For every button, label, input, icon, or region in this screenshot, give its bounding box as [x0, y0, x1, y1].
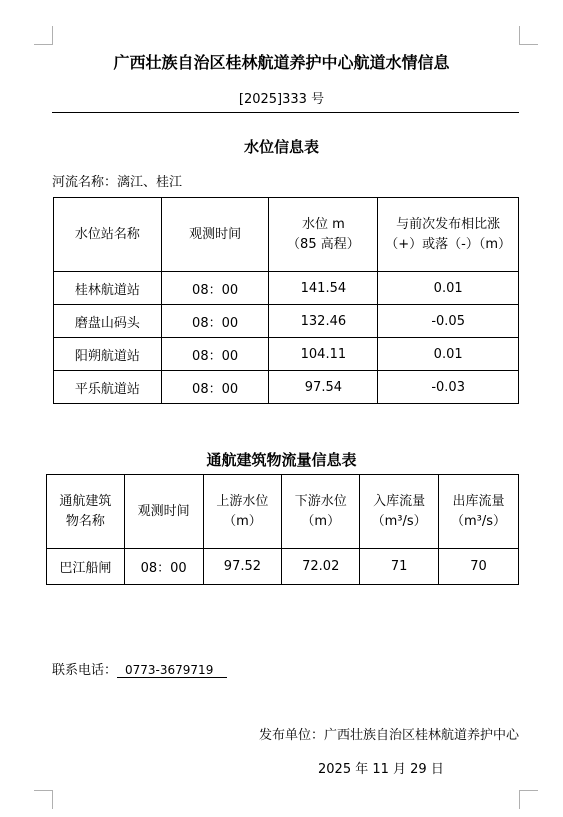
- flow-table-title: 通航建筑物流量信息表: [206, 451, 357, 469]
- header-structure-name: [47, 475, 125, 549]
- header-upstream-line1: 上游水位: [216, 493, 269, 509]
- table-header-row: [47, 475, 519, 549]
- table-row: [47, 549, 519, 585]
- water-level-table: [53, 197, 519, 404]
- table-row: [54, 338, 519, 371]
- flow-table: [46, 474, 519, 585]
- observation-time: 08：00: [161, 371, 269, 404]
- header-change-line1: 与前次发布相比涨: [396, 216, 501, 232]
- water-level: 104.11: [269, 338, 378, 371]
- header-change-line2: （+）或落（-）（m）: [385, 236, 512, 252]
- structure-name: 巴江船闸: [47, 549, 125, 585]
- header-downstream-line1: 下游水位: [294, 493, 347, 509]
- header-inflow-line2: （m³/s）: [371, 513, 427, 529]
- header-outflow: [439, 475, 519, 549]
- header-outflow-line2: （m³/s）: [451, 513, 507, 529]
- header-outflow-line1: 出库流量: [452, 493, 505, 509]
- crop-mark-top-right: [519, 26, 538, 45]
- station-name: 桂林航道站: [54, 272, 162, 305]
- observation-time: 08：00: [161, 272, 269, 305]
- downstream-level: 72.02: [282, 549, 360, 585]
- level-change: -0.03: [378, 371, 519, 404]
- crop-mark-bottom-left: [34, 790, 53, 809]
- header-upstream-line2: （m）: [223, 513, 262, 529]
- header-inflow: [360, 475, 439, 549]
- header-upstream-level: [203, 475, 282, 549]
- header-level-line1: 水位 m: [301, 216, 345, 232]
- level-change: -0.05: [378, 305, 519, 338]
- level-change: 0.01: [378, 272, 519, 305]
- outflow: 70: [439, 549, 519, 585]
- water-level-table-title: 水位信息表: [243, 138, 319, 156]
- document-title: 广西壮族自治区桂林航道养护中心航道水情信息: [113, 53, 450, 72]
- header-change: [378, 198, 519, 272]
- header-time: 观测时间: [161, 198, 269, 272]
- level-change: 0.01: [378, 338, 519, 371]
- contact-phone: 0773-3679719: [117, 663, 227, 678]
- header-level: [269, 198, 378, 272]
- water-level: 132.46: [269, 305, 378, 338]
- table-row: [54, 371, 519, 404]
- header-divider: [52, 112, 519, 113]
- header-structure-name-line1: 通航建筑: [59, 493, 112, 509]
- header-level-line2: （85 高程）: [287, 236, 360, 252]
- contact-label: 联系电话：: [52, 663, 118, 678]
- observation-time: 08：00: [161, 338, 269, 371]
- upstream-level: 97.52: [203, 549, 282, 585]
- inflow: 71: [360, 549, 439, 585]
- table-header-row: [54, 198, 519, 272]
- observation-time: 08：00: [124, 549, 203, 585]
- header-time: 观测时间: [124, 475, 203, 549]
- header-downstream-level: [282, 475, 360, 549]
- publish-date: 2025 年 11 月 29 日: [318, 762, 444, 777]
- publisher: 发布单位：广西壮族自治区桂林航道养护中心: [258, 728, 519, 743]
- station-name: 平乐航道站: [54, 371, 162, 404]
- header-inflow-line1: 入库流量: [373, 493, 426, 509]
- crop-mark-top-left: [34, 26, 53, 45]
- station-name: 阳朔航道站: [54, 338, 162, 371]
- table-row: [54, 272, 519, 305]
- document-number: [2025]333 号: [238, 92, 325, 107]
- station-name: 磨盘山码头: [54, 305, 162, 338]
- water-level: 97.54: [269, 371, 378, 404]
- header-structure-name-line2: 物名称: [65, 513, 105, 529]
- water-level: 141.54: [269, 272, 378, 305]
- contact-line: [52, 659, 227, 678]
- observation-time: 08：00: [161, 305, 269, 338]
- table-row: [54, 305, 519, 338]
- crop-mark-bottom-right: [519, 790, 538, 809]
- header-station: 水位站名称: [54, 198, 162, 272]
- river-name-label: 河流名称：漓江、桂江: [52, 175, 183, 190]
- header-downstream-line2: （m）: [301, 513, 341, 529]
